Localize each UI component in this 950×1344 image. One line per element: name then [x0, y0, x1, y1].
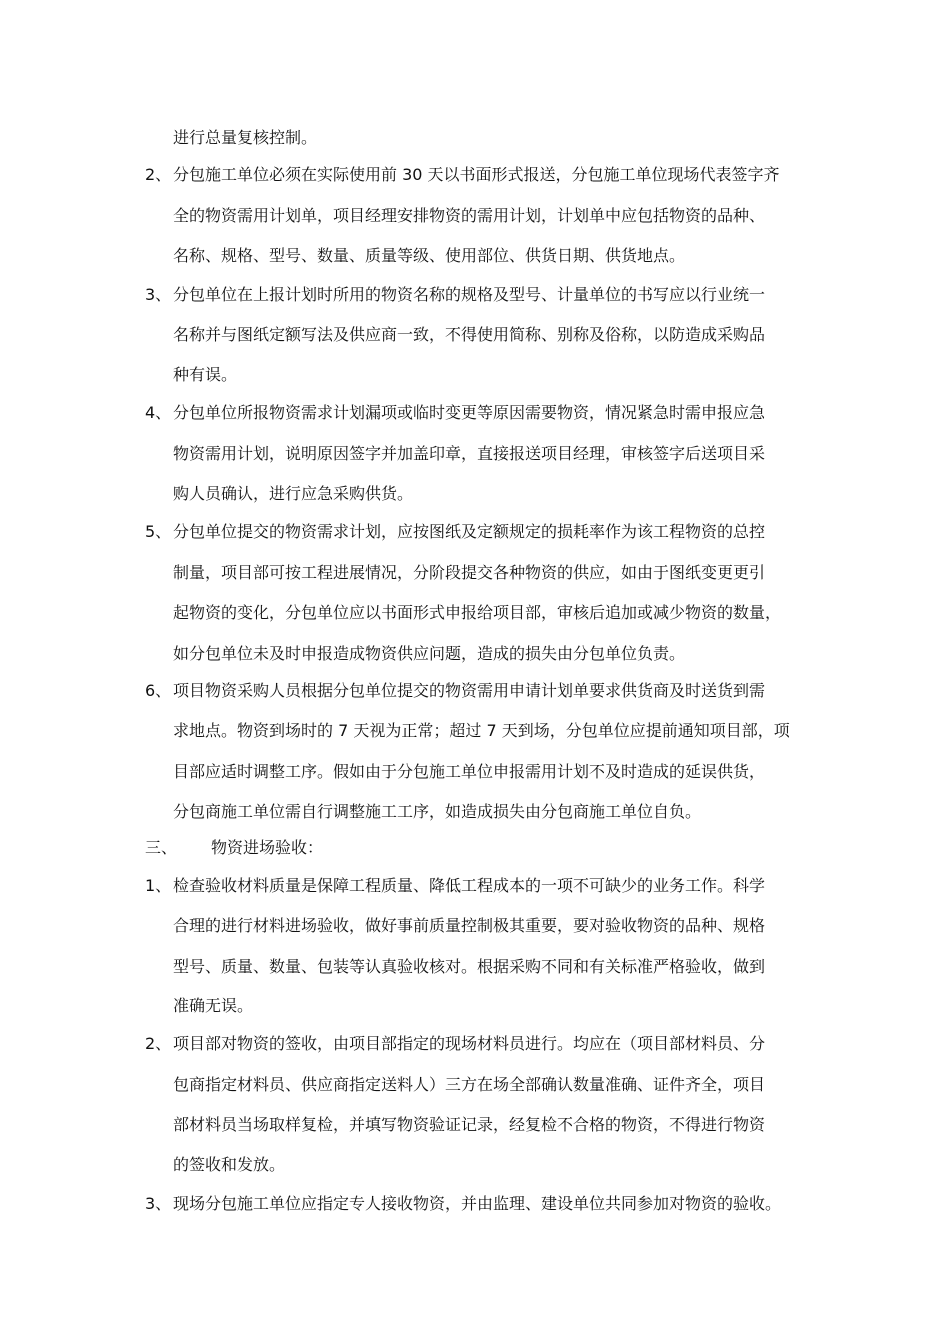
item-text-line: 分包单位在上报计划时所用的物资名称的规格及型号、计量单位的书写应以行业统一 [173, 285, 766, 304]
item-text-line: 名称并与图纸定额写法及供应商一致，不得使用简称、别称及俗称，以防造成采购品 [173, 325, 766, 344]
item-text-line: 部材料员当场取样复检，并填写物资验证记录，经复检不合格的物资，不得进行物资 [173, 1115, 766, 1134]
item-number: 3、 [145, 1194, 172, 1213]
item-number: 4、 [145, 403, 172, 422]
item-text-line: 目部应适时调整工序。假如由于分包施工单位申报需用计划不及时造成的延误供货， [173, 762, 766, 781]
item-number: 3、 [145, 285, 172, 304]
item-text-line: 名称、规格、型号、数量、质量等级、使用部位、供货日期、供货地点。 [173, 246, 686, 265]
item-text-line: 购人员确认，进行应急采购供货。 [173, 484, 414, 503]
item-text-line: 检查验收材料质量是保障工程质量、降低工程成本的一项不可缺少的业务工作。科学 [173, 876, 766, 895]
item-text-line: 全的物资需用计划单，项目经理安排物资的需用计划，计划单中应包括物资的品种、 [173, 206, 766, 225]
item-text-line: 的签收和发放。 [173, 1155, 286, 1174]
item-text-line: 分包单位提交的物资需求计划，应按图纸及定额规定的损耗率作为该工程物资的总控 [173, 522, 766, 541]
item-text-line: 分包单位所报物资需求计划漏项或临时变更等原因需要物资，情况紧急时需申报应急 [173, 403, 766, 422]
item-text-line: 分包商施工单位需自行调整施工工序，如造成损失由分包商施工单位自负。 [173, 802, 702, 821]
item-text-line: 准确无误。 [173, 996, 254, 1015]
item-number: 6、 [145, 681, 172, 700]
item-number: 5、 [145, 522, 172, 541]
item-text-line: 种有误。 [173, 365, 238, 384]
item-text-line: 项目部对物资的签收，由项目部指定的现场材料员进行。均应在（项目部材料员、分 [173, 1034, 766, 1053]
item-text-line: 合理的进行材料进场验收，做好事前质量控制极其重要，要对验收物资的品种、规格 [173, 916, 766, 935]
item-text-line: 如分包单位未及时申报造成物资供应问题，造成的损失由分包单位负责。 [173, 644, 686, 663]
item-text-line: 包商指定材料员、供应商指定送料人）三方在场全部确认数量准确、证件齐全，项目 [173, 1075, 766, 1094]
item-text-line: 求地点。物资到场时的 7 天视为正常；超过 7 天到场，分包单位应提前通知项目部，项 [173, 721, 790, 740]
section-title: 物资进场验收： [211, 838, 324, 857]
item-number: 2、 [145, 165, 172, 184]
item-number: 1、 [145, 876, 172, 895]
item-text-line: 现场分包施工单位应指定专人接收物资，并由监理、建设单位共同参加对物资的验收。 [173, 1194, 782, 1213]
item-text-line: 项目物资采购人员根据分包单位提交的物资需用申请计划单要求供货商及时送货到需 [173, 681, 766, 700]
item-text-line: 型号、质量、数量、包装等认真验收核对。根据采购不同和有关标准严格验收，做到 [173, 957, 766, 976]
item-text-line: 起物资的变化，分包单位应以书面形式申报给项目部，审核后追加或减少物资的数量， [173, 603, 782, 622]
intro-line: 进行总量复核控制。 [173, 128, 318, 147]
item-text-line: 物资需用计划，说明原因签字并加盖印章，直接报送项目经理，审核签字后送项目采 [173, 444, 766, 463]
item-text-line: 分包施工单位必须在实际使用前 30 天以书面形式报送，分包施工单位现场代表签字齐 [173, 165, 780, 184]
section-number: 三、 [145, 838, 178, 857]
item-number: 2、 [145, 1034, 172, 1053]
item-text-line: 制量，项目部可按工程进展情况，分阶段提交各种物资的供应，如由于图纸变更更引 [173, 563, 766, 582]
